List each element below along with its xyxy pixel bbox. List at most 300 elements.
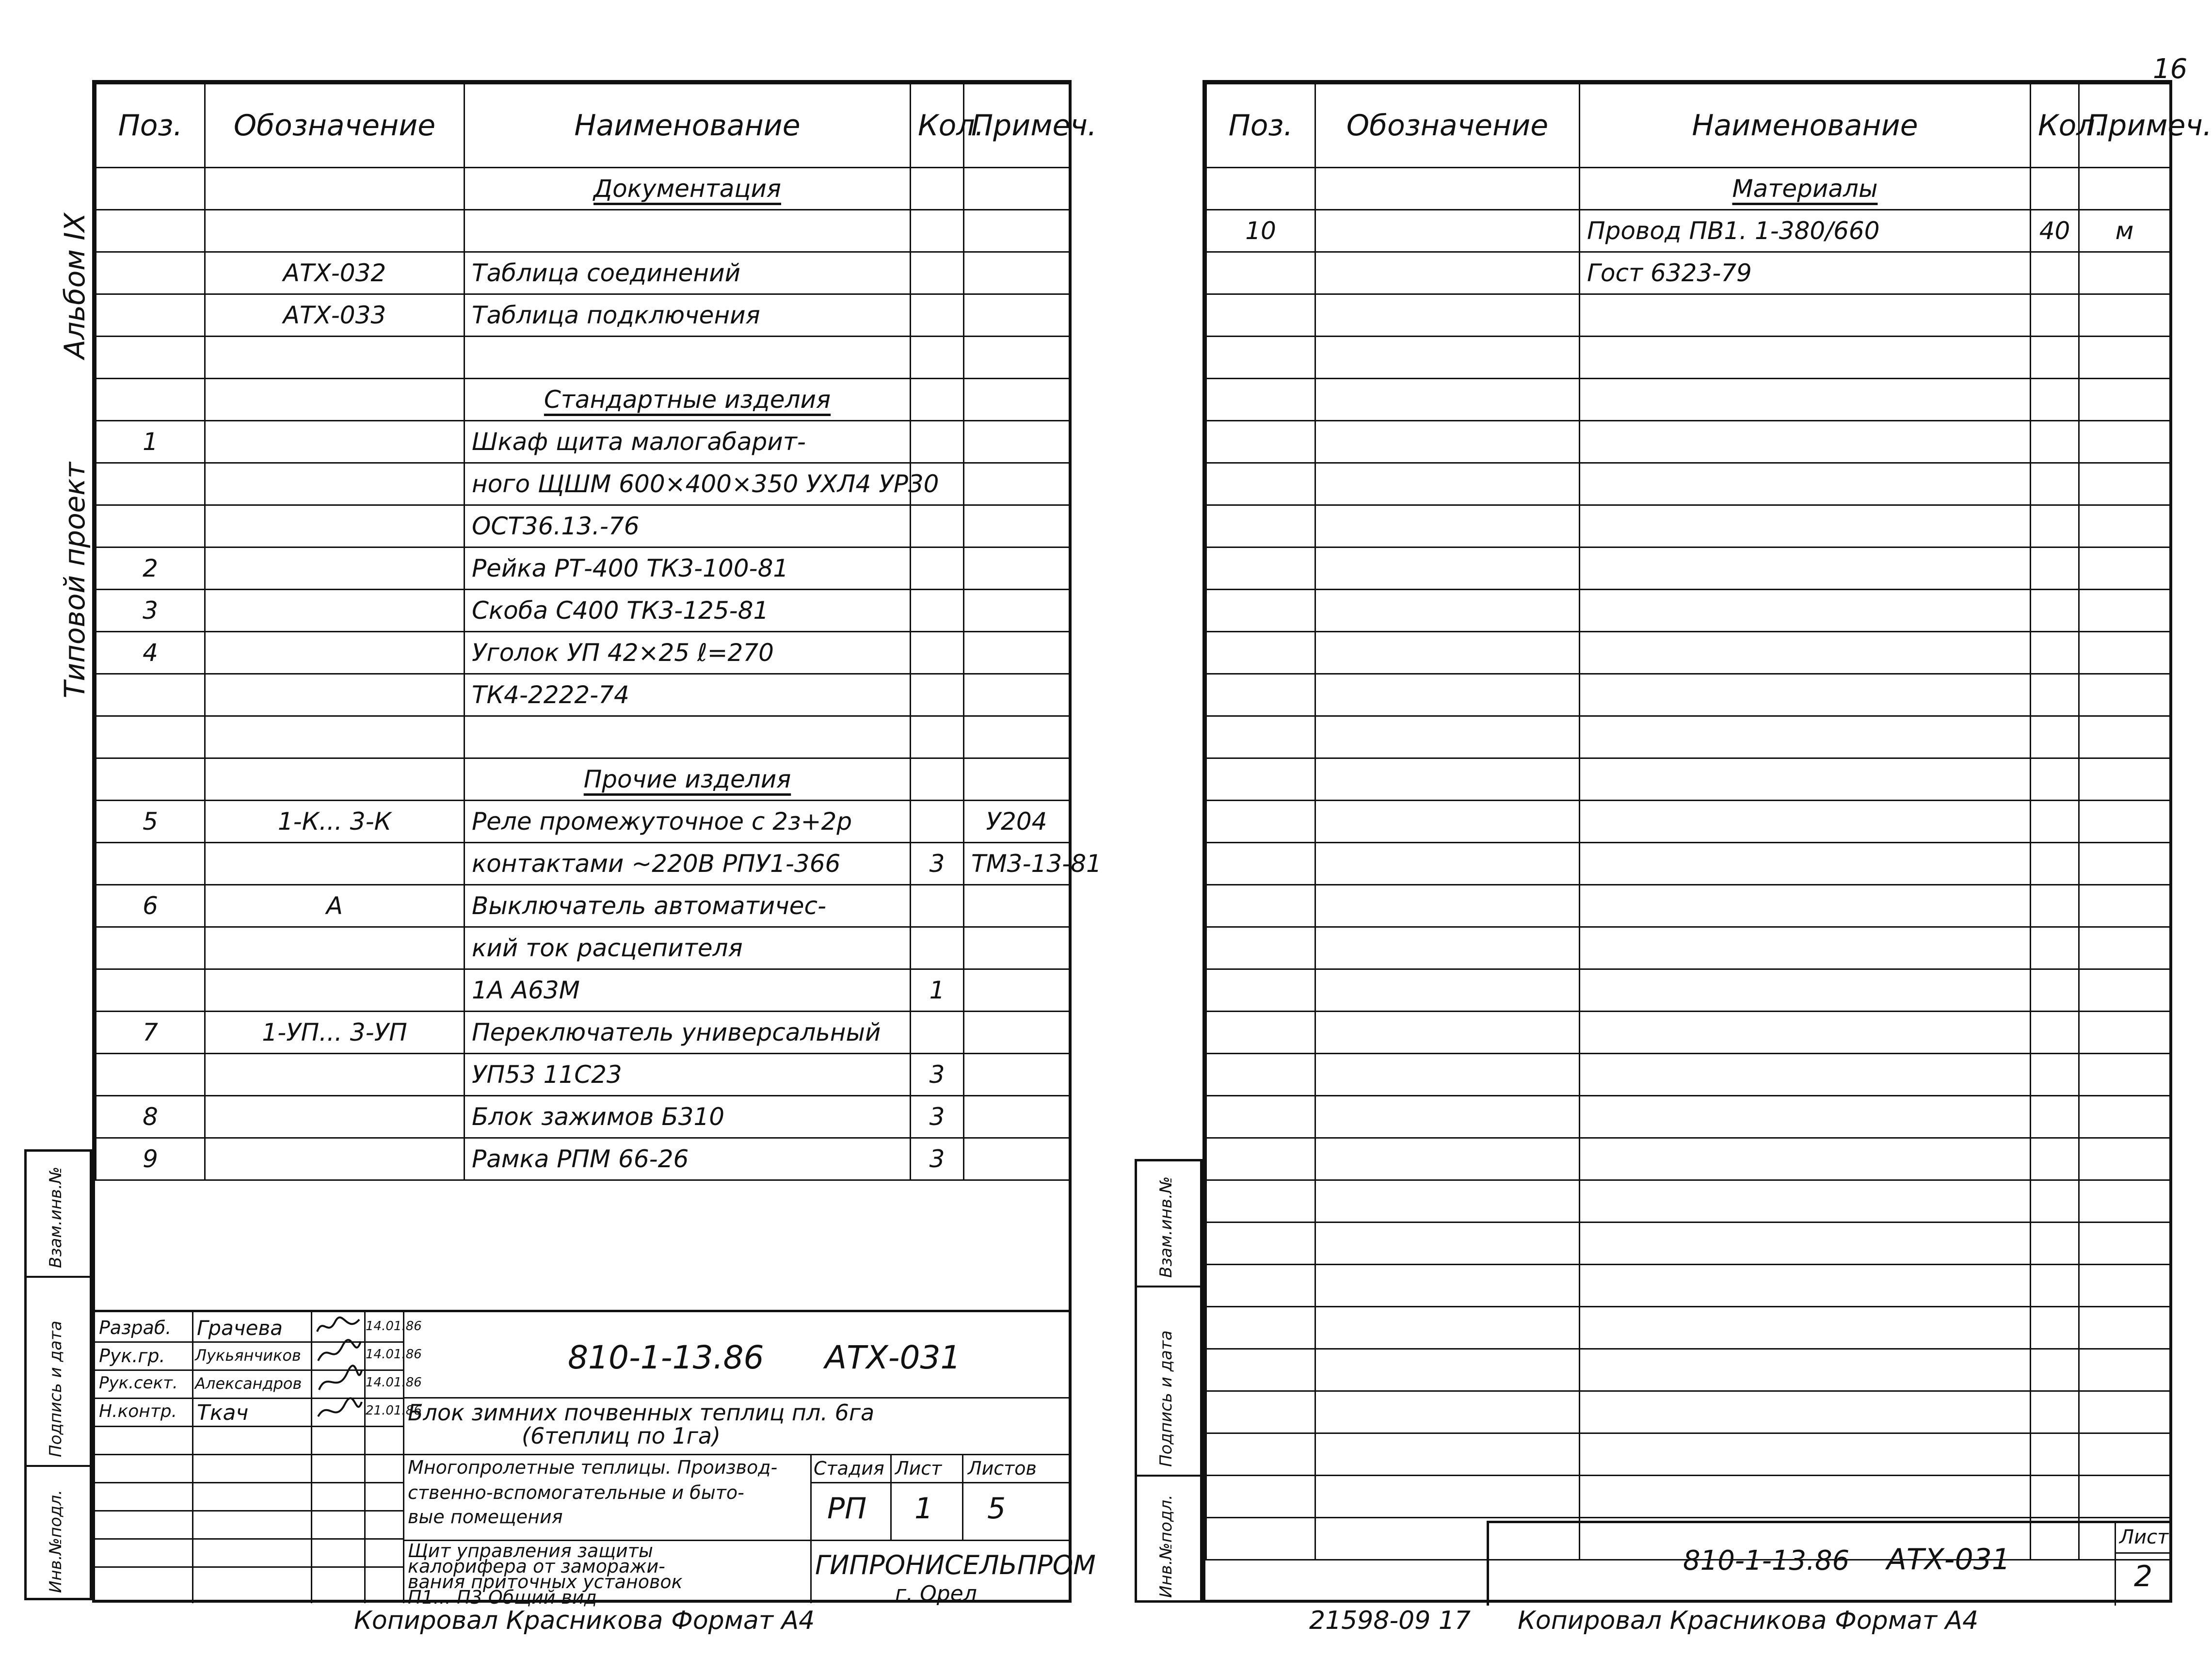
- cell-name: [1580, 801, 2031, 843]
- table-row: [1206, 168, 2170, 210]
- cell-designation: [1315, 843, 1580, 885]
- cell-pos: [96, 969, 205, 1012]
- stage-label: Стадия: [814, 1458, 884, 1479]
- cell-qty: [2031, 337, 2079, 379]
- name-4: Ткач: [197, 1400, 249, 1425]
- cell-name: УП53 11С23: [465, 1054, 911, 1096]
- table-row: [1206, 969, 2170, 1012]
- cell-note: [964, 590, 1070, 632]
- cell-note: [2079, 1223, 2170, 1265]
- cell-name: [1580, 337, 2031, 379]
- table-row: [1206, 1012, 2170, 1054]
- table-row: [96, 632, 1070, 674]
- cell-designation: [1315, 547, 1580, 590]
- cell-name: Шкаф щита малогабарит-: [465, 421, 911, 463]
- right-side-stamp: [1135, 1159, 1202, 1603]
- cell-note: [964, 463, 1070, 505]
- cell-pos: [1206, 1433, 1315, 1476]
- cell-note: [964, 927, 1070, 969]
- building-line-2: ственно-вспомогательные и быто-: [408, 1482, 744, 1503]
- table-row: [1206, 927, 2170, 969]
- table-row: [96, 885, 1070, 927]
- cell-note: [2079, 547, 2170, 590]
- right-title-stamp: [1487, 1521, 2169, 1606]
- cell-pos: [96, 843, 205, 885]
- table-row: [96, 716, 1070, 758]
- right-code: 810-1-13.86: [1683, 1545, 1850, 1576]
- cell-pos: [1206, 294, 1315, 337]
- cell-name: [1580, 547, 2031, 590]
- col-name: Наименование: [465, 84, 911, 168]
- cell-designation: [1315, 463, 1580, 505]
- footer-right: Копировал Красникова Формат А4: [1518, 1606, 1979, 1635]
- cell-designation: [1315, 1223, 1580, 1265]
- cell-designation: [1315, 379, 1580, 421]
- cell-note: [2079, 843, 2170, 885]
- cell-qty: [911, 421, 964, 463]
- table-row: [96, 168, 1070, 210]
- cell-pos: [96, 168, 205, 210]
- table-row: [96, 927, 1070, 969]
- cell-pos: [1206, 1518, 1315, 1560]
- col-note: Примеч.: [964, 84, 1070, 168]
- table-row: [1206, 1391, 2170, 1433]
- cell-designation: АТХ-033: [205, 294, 465, 337]
- cell-designation: [1315, 674, 1580, 716]
- cell-pos: [96, 252, 205, 294]
- cell-note: [2079, 1265, 2170, 1307]
- cell-designation: [205, 1054, 465, 1096]
- cell-designation: [205, 927, 465, 969]
- table-row: [1206, 590, 2170, 632]
- cell-designation: [205, 168, 465, 210]
- cell-name: [1580, 590, 2031, 632]
- cell-name: Переключатель универсальный: [465, 1012, 911, 1054]
- cell-pos: 2: [96, 547, 205, 590]
- cell-qty: [2031, 1180, 2079, 1223]
- cell-note: [2079, 294, 2170, 337]
- cell-qty: [911, 168, 964, 210]
- cell-pos: [96, 505, 205, 547]
- cell-designation: [205, 674, 465, 716]
- cell-designation: [1315, 1138, 1580, 1180]
- cell-pos: [1206, 590, 1315, 632]
- cell-designation: [1315, 168, 1580, 210]
- cell-designation: [1315, 927, 1580, 969]
- cell-name: [1580, 885, 2031, 927]
- table-header: [96, 84, 1070, 168]
- cell-note: [964, 1138, 1070, 1180]
- cell-designation: [1315, 1349, 1580, 1391]
- cell-name: [1580, 927, 2031, 969]
- cell-designation: [1315, 801, 1580, 843]
- sheet-label: Лист: [895, 1458, 942, 1479]
- cell-pos: [1206, 1476, 1315, 1518]
- cell-name: [1580, 379, 2031, 421]
- cell-designation: [205, 547, 465, 590]
- cell-qty: [2031, 674, 2079, 716]
- cell-note: У204: [964, 801, 1070, 843]
- cell-name: Таблица соединений: [465, 252, 911, 294]
- cell-qty: [2031, 1265, 2079, 1307]
- cell-name: [1580, 1096, 2031, 1138]
- table-row: [96, 210, 1070, 252]
- cell-qty: [911, 758, 964, 801]
- cell-note: [2079, 674, 2170, 716]
- right-spec-table: [1205, 83, 2212, 1560]
- cell-qty: [911, 252, 964, 294]
- date-1: 14.01.86: [366, 1319, 422, 1334]
- table-row: [1206, 505, 2170, 547]
- cell-designation: [1315, 337, 1580, 379]
- footer-left: Копировал Красникова Формат А4: [354, 1606, 815, 1635]
- cell-pos: [96, 337, 205, 379]
- col-pos-right: Поз.: [1206, 84, 1315, 168]
- cell-qty: [2031, 927, 2079, 969]
- cell-pos: [1206, 421, 1315, 463]
- cell-qty: [911, 590, 964, 632]
- sign-date-label-right: Подпись и дата: [1156, 1330, 1176, 1467]
- cell-note: [964, 885, 1070, 927]
- cell-name: [1580, 716, 2031, 758]
- cell-note: [2079, 379, 2170, 421]
- cell-pos: [1206, 1349, 1315, 1391]
- col-name-right: Наименование: [1580, 84, 2031, 168]
- cell-note: [964, 674, 1070, 716]
- swap-inv-label: Взам.инв.№: [46, 1166, 65, 1268]
- project-label: Типовой проект: [58, 462, 91, 698]
- cell-qty: [2031, 505, 2079, 547]
- cell-qty: [2031, 1433, 2079, 1476]
- cell-pos: [1206, 758, 1315, 801]
- cell-pos: 6: [96, 885, 205, 927]
- cell-qty: [2031, 1391, 2079, 1433]
- cell-name: ного ЩШМ 600×400×350 УХЛ4 УР30: [465, 463, 911, 505]
- table-row: [1206, 1054, 2170, 1096]
- cell-pos: [1206, 463, 1315, 505]
- cell-note: [964, 421, 1070, 463]
- cell-designation: [205, 632, 465, 674]
- cell-pos: [1206, 927, 1315, 969]
- cell-qty: [911, 547, 964, 590]
- table-row: [96, 969, 1070, 1012]
- table-row: [96, 758, 1070, 801]
- cell-pos: [1206, 379, 1315, 421]
- cell-designation: [1315, 758, 1580, 801]
- cell-name: Блок зажимов Б310: [465, 1096, 911, 1138]
- cell-designation: [1315, 1012, 1580, 1054]
- cell-note: [2079, 505, 2170, 547]
- cell-pos: 8: [96, 1096, 205, 1138]
- cell-pos: [1206, 969, 1315, 1012]
- cell-note: [2079, 716, 2170, 758]
- cell-designation: [1315, 632, 1580, 674]
- cell-name: [465, 210, 911, 252]
- footer-right-number: 21598-09 17: [1309, 1606, 1471, 1635]
- cell-qty: [2031, 1349, 2079, 1391]
- table-row: [96, 505, 1070, 547]
- cell-pos: 1: [96, 421, 205, 463]
- cell-pos: [96, 294, 205, 337]
- cell-designation: [205, 843, 465, 885]
- cell-qty: [2031, 632, 2079, 674]
- cell-qty: [2031, 758, 2079, 801]
- right-doc: АТХ-031: [1887, 1543, 2010, 1576]
- cell-note: [2079, 252, 2170, 294]
- cell-note: [2079, 1476, 2170, 1518]
- cell-note: [964, 1054, 1070, 1096]
- cell-name: контактами ~220В РПУ1-366: [465, 843, 911, 885]
- table-row: [96, 547, 1070, 590]
- cell-note: [964, 716, 1070, 758]
- cell-note: [2079, 168, 2170, 210]
- cell-qty: [911, 337, 964, 379]
- cell-name: [465, 716, 911, 758]
- table-row: [1206, 1265, 2170, 1307]
- cell-name: 1А А63М: [465, 969, 911, 1012]
- cell-name: [1580, 463, 2031, 505]
- cell-designation: [205, 210, 465, 252]
- cell-note: [2079, 463, 2170, 505]
- cell-pos: [1206, 1265, 1315, 1307]
- cell-pos: [1206, 1096, 1315, 1138]
- cell-qty: [911, 716, 964, 758]
- table-row: [1206, 1180, 2170, 1223]
- cell-qty: [911, 210, 964, 252]
- cell-pos: [1206, 1180, 1315, 1223]
- cell-qty: [911, 927, 964, 969]
- cell-designation: [1315, 716, 1580, 758]
- cell-note: [2079, 632, 2170, 674]
- col-designation: Обозначение: [205, 84, 465, 168]
- cell-name: [1580, 674, 2031, 716]
- cell-designation: [205, 379, 465, 421]
- cell-note: [964, 547, 1070, 590]
- cell-designation: [205, 716, 465, 758]
- cell-qty: [2031, 1476, 2079, 1518]
- cell-note: [964, 1012, 1070, 1054]
- cell-note: [2079, 1054, 2170, 1096]
- swap-inv-label-right: Взам.инв.№: [1156, 1176, 1176, 1278]
- cell-qty: [2031, 421, 2079, 463]
- cell-name: [465, 337, 911, 379]
- cell-qty: [911, 294, 964, 337]
- cell-pos: [1206, 547, 1315, 590]
- cell-name: [1580, 1391, 2031, 1433]
- cell-note: [2079, 1433, 2170, 1476]
- right-sheet-value: 2: [2134, 1560, 2153, 1593]
- drawing-line-3: вания приточных установок: [408, 1571, 683, 1593]
- cell-pos: [1206, 168, 1315, 210]
- cell-designation: [1315, 1391, 1580, 1433]
- cell-designation: [1315, 1096, 1580, 1138]
- cell-designation: [1315, 210, 1580, 252]
- table-row: [96, 337, 1070, 379]
- cell-note: [2079, 1307, 2170, 1349]
- table-row: [1206, 463, 2170, 505]
- cell-name: [1580, 969, 2031, 1012]
- col-note-right: Примеч.: [2079, 84, 2170, 168]
- cell-note: [2079, 337, 2170, 379]
- cell-name: [1580, 1223, 2031, 1265]
- cell-name: Прочие изделия: [465, 758, 911, 801]
- cell-qty: [2031, 801, 2079, 843]
- building-line-3: вые помещения: [408, 1506, 563, 1528]
- cell-qty: [2031, 294, 2079, 337]
- cell-qty: 1: [911, 969, 964, 1012]
- cell-pos: [1206, 1223, 1315, 1265]
- cell-qty: 3: [911, 1138, 964, 1180]
- cell-designation: [205, 463, 465, 505]
- object-line-2: (6теплиц по 1га): [522, 1423, 721, 1449]
- cell-pos: 3: [96, 590, 205, 632]
- cell-qty: [2031, 547, 2079, 590]
- cell-qty: [2031, 379, 2079, 421]
- cell-name: [1580, 758, 2031, 801]
- cell-note: м: [2079, 210, 2170, 252]
- cell-pos: [96, 210, 205, 252]
- cell-pos: [1206, 674, 1315, 716]
- cell-qty: [2031, 843, 2079, 885]
- table-row: [1206, 252, 2170, 294]
- cell-name: [1580, 1012, 2031, 1054]
- cell-pos: [96, 1054, 205, 1096]
- cell-designation: [1315, 590, 1580, 632]
- table-row: [1206, 1307, 2170, 1349]
- cell-name: [1580, 632, 2031, 674]
- table-row: [1206, 1138, 2170, 1180]
- cell-pos: [1206, 252, 1315, 294]
- table-row: [96, 379, 1070, 421]
- table-row: [1206, 421, 2170, 463]
- role-1: Разраб.: [99, 1317, 172, 1338]
- cell-note: [964, 252, 1070, 294]
- cell-designation: [1315, 1180, 1580, 1223]
- cell-pos: [1206, 1391, 1315, 1433]
- cell-name: Уголок УП 42×25 ℓ=270: [465, 632, 911, 674]
- table-row: [96, 1138, 1070, 1180]
- cell-note: [964, 632, 1070, 674]
- cell-designation: [205, 337, 465, 379]
- page-number: 16: [2153, 53, 2188, 85]
- cell-qty: [911, 379, 964, 421]
- cell-pos: [96, 927, 205, 969]
- col-qty-right: Кол.: [2031, 84, 2079, 168]
- building-line-1: Многопролетные теплицы. Производ-: [408, 1457, 778, 1478]
- cell-qty: [2031, 885, 2079, 927]
- table-row: [1206, 337, 2170, 379]
- drawing-line-1: Щит управления защиты: [408, 1540, 653, 1561]
- cell-qty: [911, 1012, 964, 1054]
- cell-name: Гост 6323-79: [1580, 252, 2031, 294]
- cell-pos: [96, 758, 205, 801]
- cell-pos: [1206, 843, 1315, 885]
- cell-qty: [911, 674, 964, 716]
- cell-name: [1580, 1265, 2031, 1307]
- cell-note: [964, 294, 1070, 337]
- cell-name: [1580, 421, 2031, 463]
- cell-qty: [911, 885, 964, 927]
- table-row: [1206, 1096, 2170, 1138]
- role-3: Рук.сект.: [99, 1373, 178, 1393]
- cell-designation: [205, 590, 465, 632]
- cell-name: Материалы: [1580, 168, 2031, 210]
- cell-note: [2079, 1391, 2170, 1433]
- cell-qty: [2031, 590, 2079, 632]
- cell-designation: [1315, 1054, 1580, 1096]
- cell-designation: А: [205, 885, 465, 927]
- table-row: [1206, 294, 2170, 337]
- cell-name: [1580, 1433, 2031, 1476]
- sheet-value: 1: [914, 1492, 933, 1526]
- role-4: Н.контр.: [99, 1401, 177, 1421]
- cell-pos: [1206, 632, 1315, 674]
- cell-pos: 4: [96, 632, 205, 674]
- col-pos: Поз.: [96, 84, 205, 168]
- title-block: [95, 1310, 1096, 1608]
- cell-qty: [2031, 1054, 2079, 1096]
- cell-name: Стандартные изделия: [465, 379, 911, 421]
- cell-designation: [1315, 252, 1580, 294]
- cell-qty: 3: [911, 1096, 964, 1138]
- cell-qty: [911, 505, 964, 547]
- table-row: [96, 1012, 1070, 1054]
- cell-qty: [911, 801, 964, 843]
- cell-designation: [1315, 1476, 1580, 1518]
- cell-pos: [96, 463, 205, 505]
- cell-name: ТК4-2222-74: [465, 674, 911, 716]
- cell-name: Рейка РТ-400 ТК3-100-81: [465, 547, 911, 590]
- cell-designation: [205, 1138, 465, 1180]
- cell-qty: 3: [911, 843, 964, 885]
- table-row: [1206, 1223, 2170, 1265]
- cell-name: [1580, 505, 2031, 547]
- cell-note: [964, 210, 1070, 252]
- cell-name: [1580, 1180, 2031, 1223]
- table-row: [1206, 885, 2170, 927]
- cell-name: [1580, 1138, 2031, 1180]
- role-2: Рук.гр.: [99, 1345, 165, 1367]
- cell-name: [1580, 1349, 2031, 1391]
- cell-pos: [1206, 716, 1315, 758]
- cell-name: Скоба С400 ТК3-125-81: [465, 590, 911, 632]
- table-row: [1206, 1349, 2170, 1391]
- cell-qty: [2031, 1223, 2079, 1265]
- cell-note: [2079, 590, 2170, 632]
- cell-designation: АТХ-032: [205, 252, 465, 294]
- cell-note: [2079, 421, 2170, 463]
- signature-scribbles: [313, 1312, 364, 1429]
- table-row: [96, 252, 1070, 294]
- cell-designation: [205, 758, 465, 801]
- date-3: 14.01.86: [366, 1375, 422, 1390]
- table-row: [96, 1096, 1070, 1138]
- left-spec-table: [95, 83, 1102, 1181]
- doc-number: АТХ-031: [825, 1339, 961, 1376]
- cell-note: [2079, 1012, 2170, 1054]
- cell-note: [964, 969, 1070, 1012]
- date-2: 14.01.86: [366, 1347, 422, 1362]
- cell-designation: [205, 421, 465, 463]
- table-row: [1206, 1476, 2170, 1518]
- cell-note: [964, 379, 1070, 421]
- cell-note: [964, 168, 1070, 210]
- cell-designation: [1315, 1307, 1580, 1349]
- cell-pos: [1206, 801, 1315, 843]
- cell-designation: [1315, 1265, 1580, 1307]
- cell-name: Выключатель автоматичес-: [465, 885, 911, 927]
- right-sheet-label: Лист: [2119, 1526, 2169, 1548]
